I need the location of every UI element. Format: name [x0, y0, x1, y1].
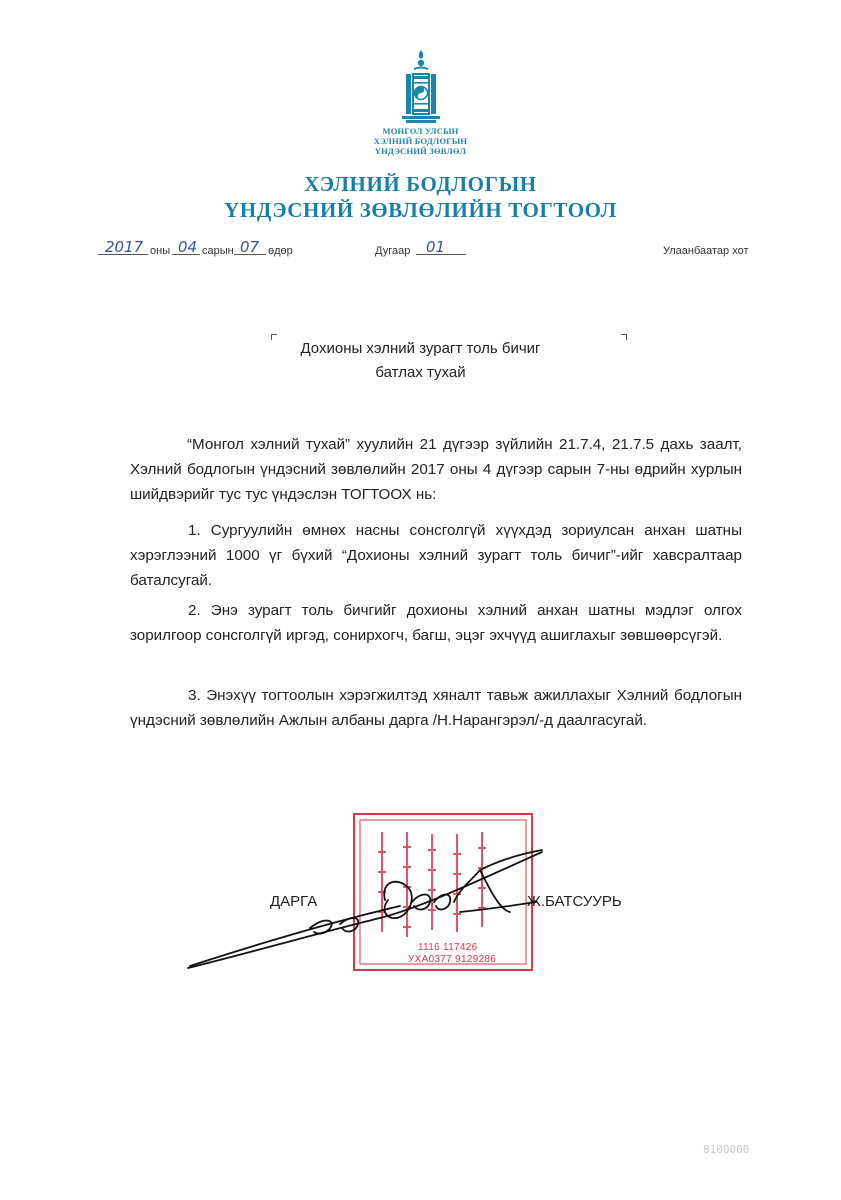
- subject-line1: Дохионы хэлний зурагт толь бичиг: [300, 340, 541, 357]
- city-label: Улаанбаатар хот: [663, 245, 749, 257]
- stamp-number-line1: 1116 117426: [418, 942, 478, 953]
- subject-line2: батлах тухай: [375, 364, 466, 381]
- state-emblem-icon: [392, 48, 450, 124]
- clause-1: 1. Сургуулийн өмнөх насны сонсголгүй хүүхдэд зориулсан анхан шатны хэрэглээний 1000 үг бүхий “Дохионы хэлний зурагт толь бичиг”-ийг хавсралтаар баталсугай.: [130, 522, 742, 589]
- handwritten-day: 07: [240, 238, 260, 256]
- document-title-line1: ХЭЛНИЙ БОДЛОГЫН: [304, 172, 537, 196]
- clause-2: 2. Энэ зурагт толь бичгийг дохионы хэлний анхан шатны мэдлэг олгох зорилгоор сонсголгүй иргэд, сонирхогч, багш, эцэг эхчүүд ашиглахыг зөвшөөрсүгэй.: [130, 602, 742, 644]
- preamble-paragraph: “Монгол хэлний тухай” хуулийн 21 дүгээр зүйлийн 21.7.4, 21.7.5 дахь заалт, Хэлний бодлогын үндэсний зөвлөлийн 2017 оны 4 дүгээр сарын 7-ны өдрийн хурлын шийдвэрийг тус тус үндэслэн ТОГТООХ нь:: [130, 436, 742, 503]
- stamp-number-line2: УХА0377 9129286: [408, 954, 497, 965]
- handwritten-year: 2017: [105, 238, 144, 256]
- emblem-caption-line2: ХЭЛНИЙ БОДЛОГЫН: [373, 136, 468, 146]
- handwritten-signature-icon: [180, 840, 560, 975]
- number-label: Дугаар: [375, 245, 411, 257]
- emblem-caption-line1: МОНГОЛ УЛСЫН: [382, 126, 459, 136]
- signatory-title: ДАРГА: [270, 893, 318, 910]
- clause-3: 3. Энэхүү тогтоолын хэрэгжилтэд хяналт тавьж ажиллахыг Хэлний бодлогын үндэсний зөвлөлийн Ажлын албаны дарга /Н.Нарангэрэл/-д даалгасугай.: [130, 687, 742, 729]
- handwritten-month: 04: [178, 238, 198, 256]
- month-suffix: сарын: [202, 245, 234, 257]
- page-code: 8100000: [703, 1143, 750, 1156]
- handwritten-number: 01: [426, 238, 446, 256]
- day-suffix: өдөр: [268, 245, 293, 257]
- signatory-name: Ж.БАТСУУРЬ: [527, 893, 622, 910]
- year-suffix: оны: [150, 245, 171, 257]
- emblem-caption-line3: ҮНДЭСНИЙ ЗӨВЛӨЛ: [374, 146, 467, 156]
- document-title-line2: ҮНДЭСНИЙ ЗӨВЛӨЛИЙН ТОГТООЛ: [224, 198, 617, 222]
